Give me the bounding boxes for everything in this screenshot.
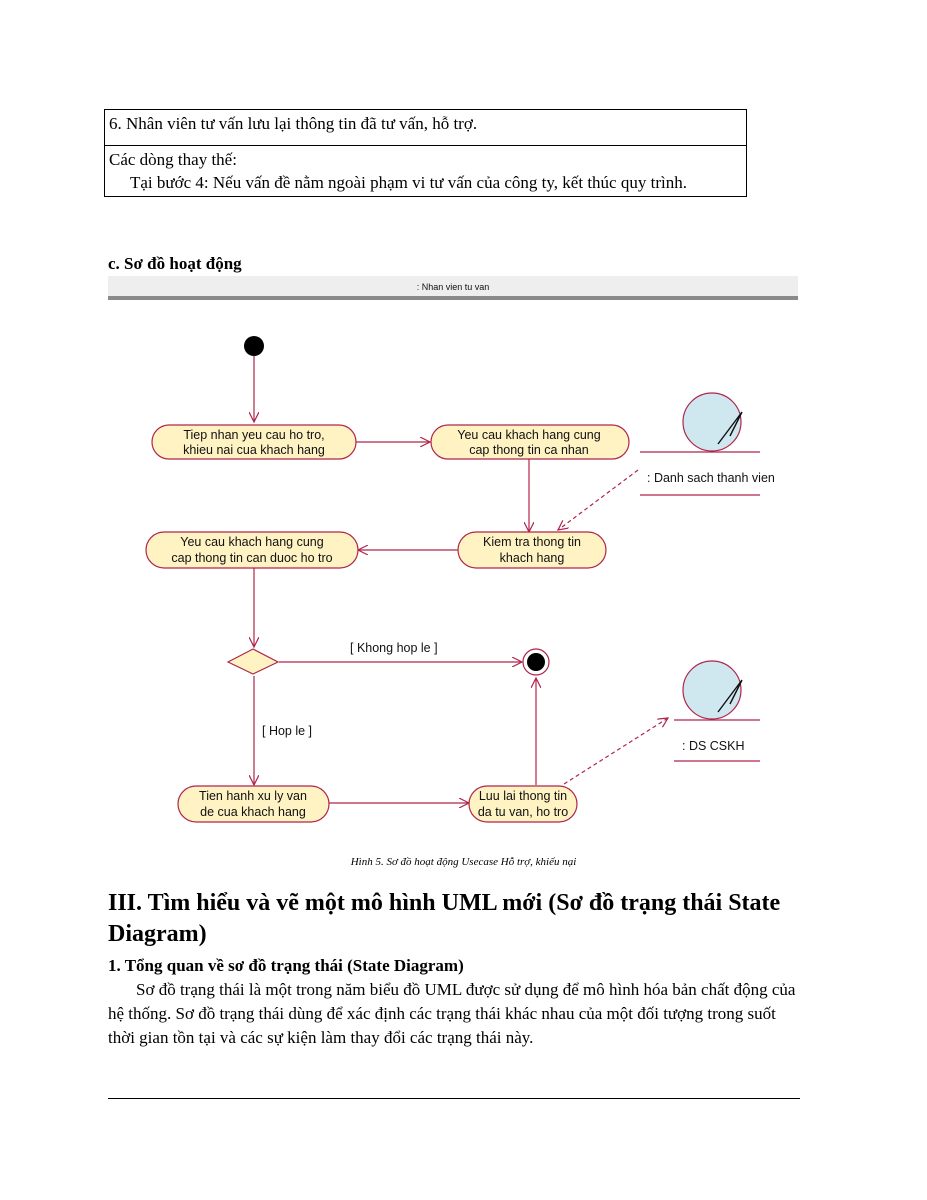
- alternate-flows-title: Các dòng thay thế:: [109, 150, 237, 169]
- alternate-flows-body: Tại bước 4: Nếu vấn đề nằm ngoài phạm vi tư vấn của công ty, kết thúc quy trình.: [130, 173, 687, 192]
- svg-text:Yeu cau khach hang cung: Yeu cau khach hang cung: [457, 428, 601, 442]
- initial-node: [244, 336, 264, 356]
- svg-text:Tien hanh xu ly van: Tien hanh xu ly van: [199, 789, 307, 803]
- final-node: [523, 649, 549, 675]
- use-case-table: [104, 109, 747, 197]
- section-3-1-body: [108, 978, 800, 1050]
- entity-member-list: [640, 393, 775, 495]
- dependency-member-list: [558, 470, 638, 530]
- section-3-title: III. Tìm hiểu và vẽ một mô hình UML mới (Sơ đồ trạng thái State Diagram): [108, 890, 781, 947]
- decision-node: [228, 649, 278, 674]
- svg-text:cap thong tin ca nhan: cap thong tin ca nhan: [469, 443, 589, 457]
- figure-caption: Hình 5. Sơ đồ hoạt động Usecase Hỗ trợ, khiếu nại: [350, 856, 577, 868]
- svg-text:Tiep nhan yeu cau ho tro,: Tiep nhan yeu cau ho tro,: [183, 428, 325, 442]
- section-3-1-paragraph: Sơ đồ trạng thái là một trong năm biểu đồ UML được sử dụng để mô hình hóa bản chất động của hệ thống. Sơ đồ trạng thái dùng để xác định các trạng thái khác nhau của một đối tượng trong suốt thời gian tồn tại và các sự kiện làm thay đổi các trạng thái này.: [108, 980, 796, 1047]
- section-3-1-title: 1. Tổng quan về sơ đồ trạng thái (State Diagram): [108, 956, 464, 975]
- alternate-flows-row: [105, 146, 746, 196]
- activity-save-info: [469, 786, 577, 822]
- activity-diagram: [108, 276, 798, 826]
- activity-process-issue: [178, 786, 329, 822]
- svg-text:khieu nai cua khach hang: khieu nai cua khach hang: [183, 443, 325, 457]
- footer-rule: [108, 1098, 800, 1099]
- svg-text:cap thong tin can duoc ho tro: cap thong tin can duoc ho tro: [171, 551, 333, 565]
- entity-cskh-list-label: : DS CSKH: [682, 739, 745, 753]
- guard-valid: [ Hop le ]: [262, 724, 313, 738]
- entity-member-list-label: : Danh sach thanh vien: [647, 471, 775, 485]
- activity-check-customer-info: [458, 532, 606, 568]
- svg-text:khach hang: khach hang: [499, 551, 565, 565]
- swimlane-title: : Nhan vien tu van: [416, 282, 490, 292]
- swimlane-header: [108, 276, 798, 300]
- svg-text:Kiem tra thong tin: Kiem tra thong tin: [483, 535, 581, 549]
- svg-text:da tu van, ho tro: da tu van, ho tro: [477, 805, 569, 819]
- svg-text:Yeu cau khach hang cung: Yeu cau khach hang cung: [180, 535, 324, 549]
- entity-cskh-list: [674, 661, 760, 761]
- step-6-row: 6. Nhân viên tư vấn lưu lại thông tin đã tư vấn, hỗ trợ.: [105, 110, 746, 146]
- svg-text:Luu lai thong tin: Luu lai thong tin: [478, 789, 568, 803]
- svg-text:de cua khach hang: de cua khach hang: [200, 805, 306, 819]
- dependency-cskh-list: [564, 718, 668, 784]
- activity-request-support-info: [146, 532, 358, 568]
- section-c-title: c. Sơ đồ hoạt động: [108, 254, 242, 273]
- guard-invalid: [ Khong hop le ]: [350, 641, 438, 655]
- activity-receive-request: [152, 425, 356, 459]
- activity-request-personal-info: [431, 425, 629, 459]
